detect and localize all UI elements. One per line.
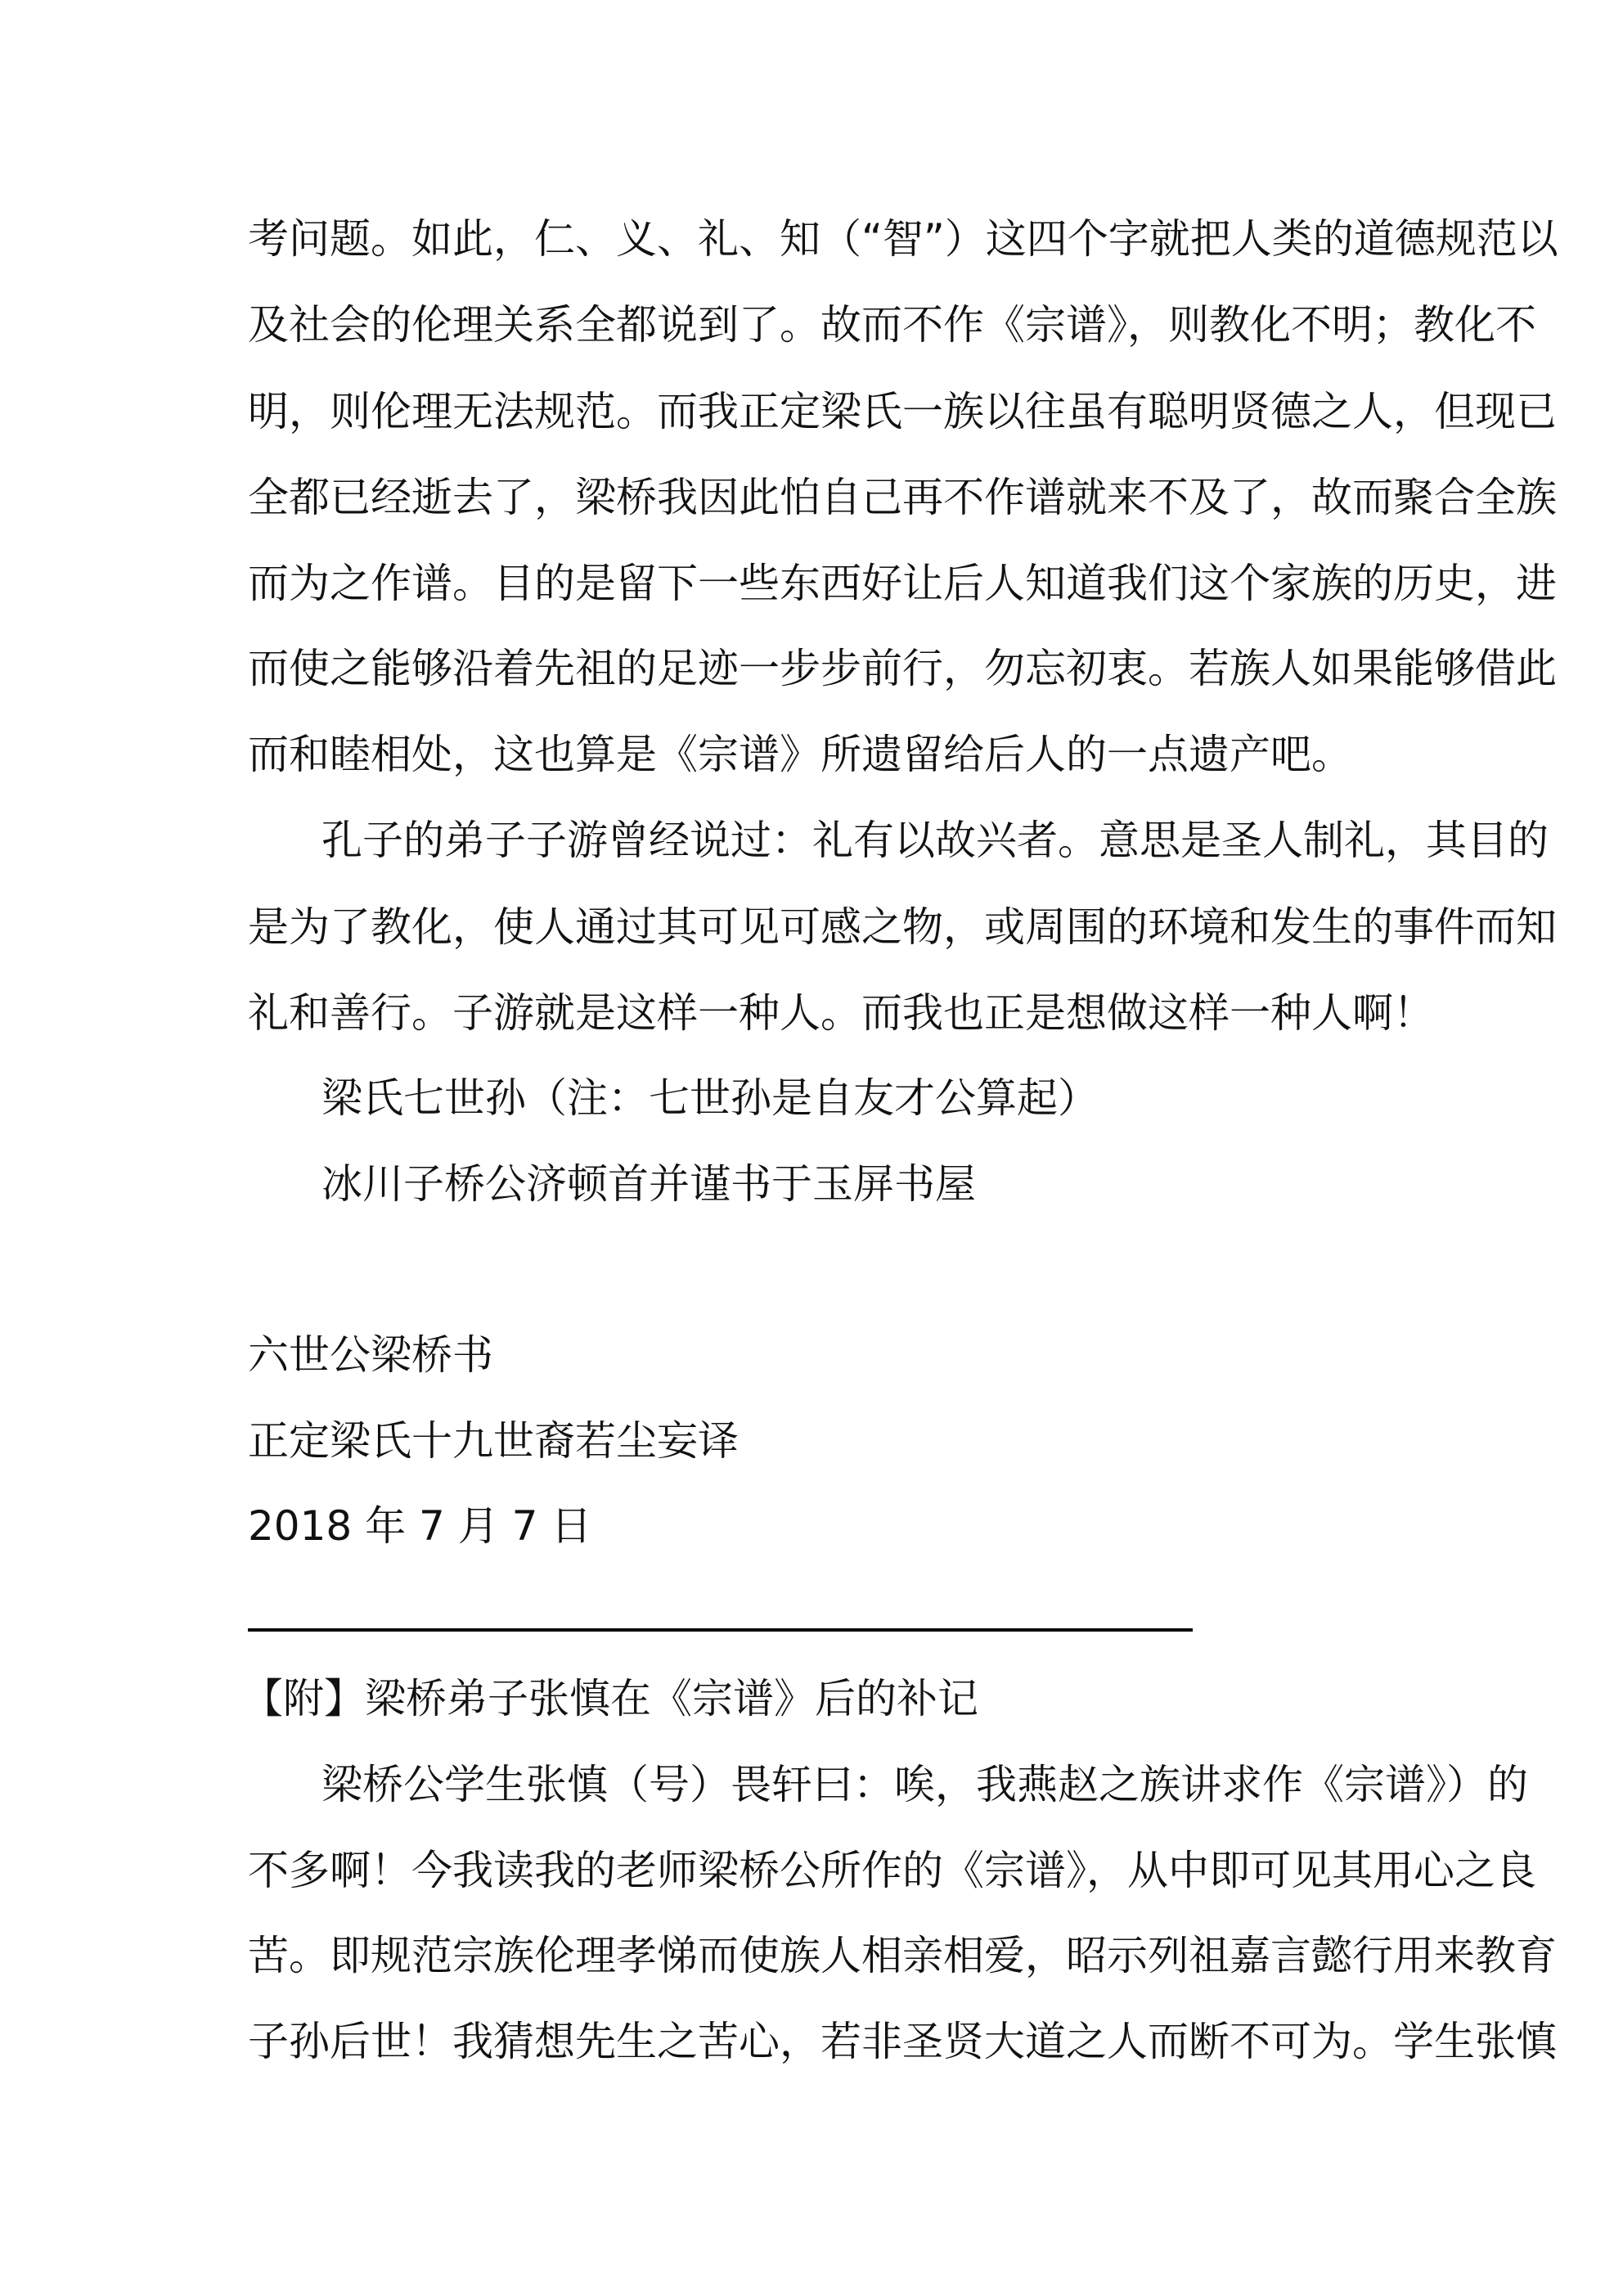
paragraph-line: 而为之作谱。目的是留下一些东西好让后人知道我们这个家族的历史，进 — [248, 560, 1557, 607]
paragraph-line: 不多啊！今我读我的老师梁桥公所作的《宗谱》，从中即可见其用心之良 — [248, 1847, 1536, 1894]
paragraph-line: 梁桥公学生张慎（号）畏轩曰：唉，我燕赵之族讲求作《宗谱》）的 — [321, 1761, 1528, 1808]
paragraph-line: 子孙后世！我猜想先生之苦心，若非圣贤大道之人而断不可为。学生张慎 — [248, 2018, 1557, 2065]
signature-line: 冰川子桥公济顿首并谨书于玉屏书屋 — [321, 1160, 976, 1208]
paragraph-line: 苦。即规范宗族伦理孝悌而使族人相亲相爱，昭示列祖嘉言懿行用来教育 — [248, 1932, 1557, 1979]
author-credit: 六世公梁桥书 — [248, 1331, 493, 1379]
paragraph-line: 及社会的伦理关系全都说到了。故而不作《宗谱》，则教化不明；教化不 — [248, 301, 1536, 349]
paragraph-line: 全都已经逝去了，梁桥我因此怕自己再不作谱就来不及了，故而聚合全族 — [248, 474, 1557, 521]
paragraph-line: 而和睦相处，这也算是《宗谱》所遗留给后人的一点遗产吧。 — [248, 731, 1352, 778]
paragraph-line: 是为了教化，使人通过其可见可感之物，或周围的环境和发生的事件而知 — [248, 903, 1557, 951]
paragraph-line: 而使之能够沿着先祖的足迹一步步前行，勿忘初衷。若族人如果能够借此 — [248, 645, 1557, 692]
paragraph-line: 考问题。如此，仁、义、礼、知（“智”）这四个字就把人类的道德规范以 — [248, 215, 1558, 263]
paragraph-line: 明，则伦理无法规范。而我正定梁氏一族以往虽有聪明贤德之人，但现已 — [248, 388, 1557, 435]
date: 2018 年 7 月 7 日 — [248, 1502, 592, 1550]
appendix-title: 【附】梁桥弟子张慎在《宗谱》后的补记 — [242, 1675, 978, 1722]
section-divider — [248, 1628, 1193, 1632]
translator-credit: 正定梁氏十九世裔若尘妄译 — [248, 1417, 739, 1465]
paragraph-line: 孔子的弟子子游曾经说过：礼有以故兴者。意思是圣人制礼，其目的 — [321, 817, 1549, 864]
signature-line: 梁氏七世孙（注：七世孙是自友才公算起） — [321, 1074, 1099, 1122]
paragraph-line: 礼和善行。子游就是这样一种人。而我也正是想做这样一种人啊！ — [248, 989, 1434, 1037]
